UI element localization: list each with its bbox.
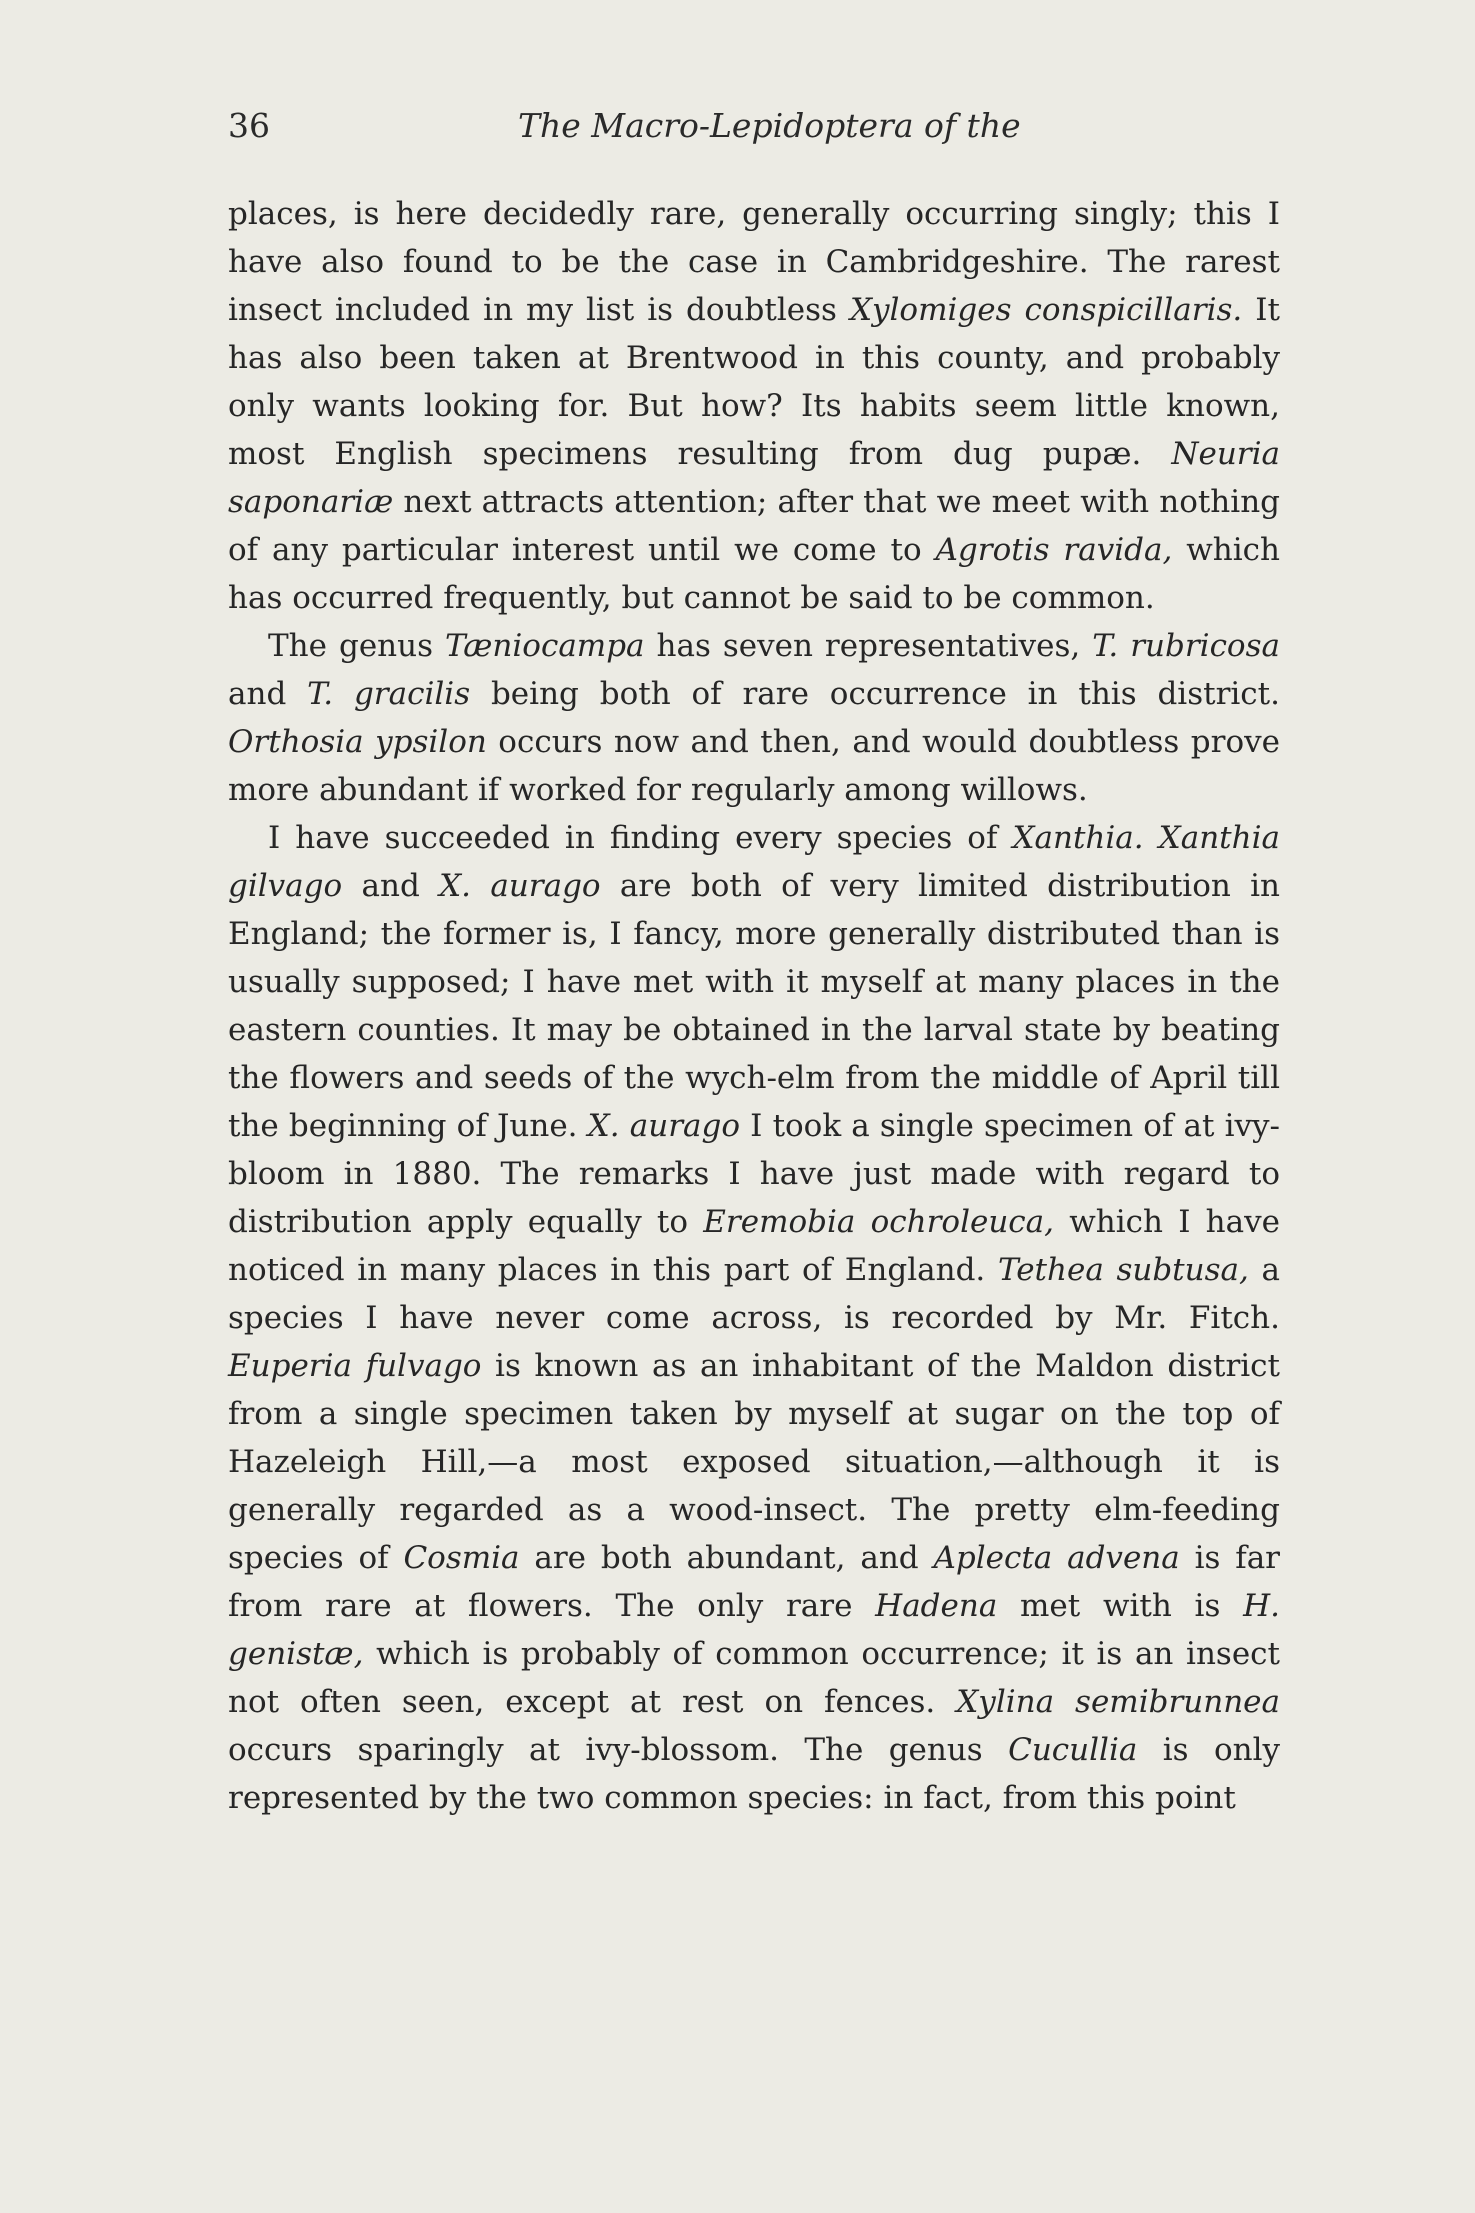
running-head [228,106,1280,156]
text-run: is known as an inhabitant of the Maldon district from a single specimen taken by myself at sugar on the top of Hazeleigh Hill,—a most exposed situation,—although it is generally regarded as a wood-insect. The pretty elm-feeding species of [228,1348,1280,1576]
body-text [228,190,1280,1822]
running-title: The Macro-Lepidoptera of the [518,106,1021,145]
text-run: I have succeeded in finding every species of [268,820,1013,856]
text-run: places, is here decidedly rare, generally occurring singly; this I have also found to be the case in Cambridgeshire. The rarest insect included in my list is doubtless [228,196,1280,328]
italic-text-run: Eremobia ochroleuca, [703,1204,1054,1240]
italic-text-run: Tæniocampa [445,628,645,664]
italic-text-run: H. genistæ, [228,1588,1281,1672]
text-run: are both abundant, and [519,1540,934,1576]
italic-text-run: Tethea subtusa, [997,1252,1249,1288]
italic-text-run: Aplecta advena [933,1540,1180,1576]
paragraph [228,814,1280,1822]
text-run: I took a single specimen of at ivy-bloom in 1880. The remarks I have just made with regard to distribution apply equally to [228,1108,1280,1240]
italic-text-run: Xanthia. Xanthia gilvago [228,820,1280,904]
text-run: occurs sparingly at ivy-blossom. The genus [228,1732,1009,1768]
text-run: which I have noticed in many places in this part of England. [228,1204,1280,1288]
text-run: has seven representatives, [644,628,1093,664]
text-run: which is probably of common occurrence; it is an insect not often seen, except at rest on fences. [228,1636,1280,1720]
italic-text-run: X. aurago [587,1108,741,1144]
text-run: are both of very limited distribution in England; the former is, I fancy, more generally distributed than is usually supposed; I have met with it myself at many places in the eastern counties. It may be obtained in the larval state by beating the flowers and seeds of the wych-elm from the middle of April till the beginning of June. [228,868,1281,1144]
text-run: and [342,868,440,904]
text-run: which has occurred frequently, but cannot be said to be common. [228,532,1280,616]
text-run: It has also been taken at Brentwood in this county, and probably only wants looking for. But how? Its habits seem little known, most English specimens resulting from dug pupæ. [228,292,1281,472]
italic-text-run: Agrotis ravida, [935,532,1173,568]
text-run: met with is [997,1588,1244,1624]
italic-text-run: Orthosia ypsilon [228,724,487,760]
italic-text-run: T. rubricosa [1092,628,1280,664]
page-number: 36 [228,106,270,145]
italic-text-run: X. aurago [439,868,601,904]
italic-text-run: Neuria saponariæ [228,436,1280,520]
text-run: next attracts attention; after that we meet with nothing of any particular interest until we come to [228,484,1280,568]
italic-text-run: Cucullia [1008,1732,1138,1768]
paragraph [228,622,1280,814]
italic-text-run: Xylomiges conspicillaris. [849,292,1243,328]
text-run: is far from rare at flowers. The only rare [228,1540,1281,1624]
italic-text-run: Hadena [875,1588,998,1624]
text-run: occurs now and then, and would doubtless prove more abundant if worked for regularly among willows. [228,724,1280,808]
paragraph [228,190,1280,622]
italic-text-run: Euperia fulvago [228,1348,482,1384]
italic-text-run: Cosmia [403,1540,520,1576]
text-run: a species I have never come across, is recorded by Mr. Fitch. [228,1252,1280,1336]
text-run: and [228,676,308,712]
italic-text-run: T. gracilis [307,676,471,712]
text-run: The genus [268,628,445,664]
text-run: is only represented by the two common species: in fact, from this point [228,1732,1281,1816]
italic-text-run: Xylina semibrunnea [956,1684,1280,1720]
text-run: being both of rare occurrence in this district. [470,676,1280,712]
